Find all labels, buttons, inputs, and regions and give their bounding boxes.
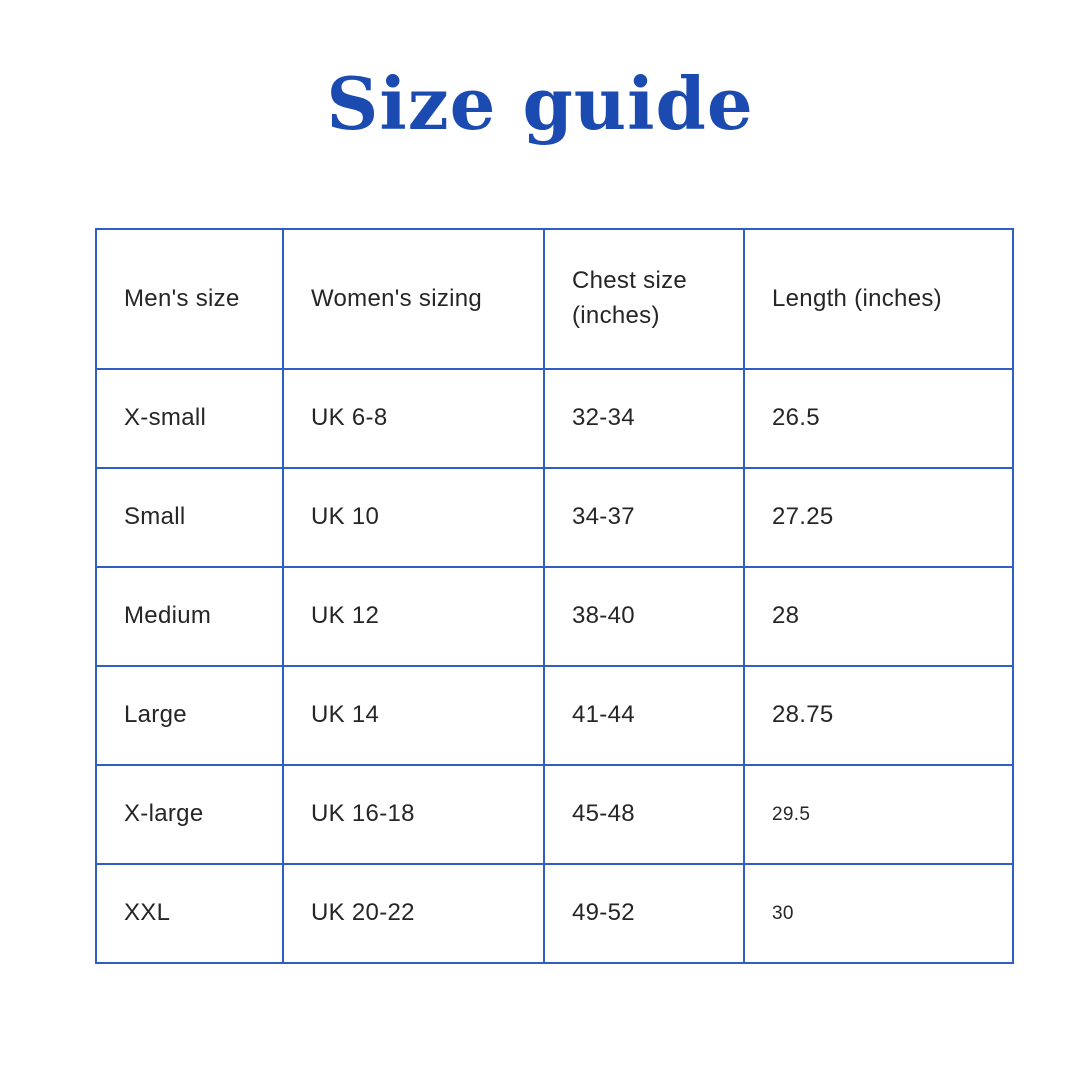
cell-mens-size: X-small [96,369,283,468]
table-row-xxl [96,864,1013,963]
cell-womens-sizing: UK 10 [283,468,544,567]
cell-length: 30 [744,864,1013,963]
header-mens-size: Men's size [96,229,283,369]
cell-mens-size: Large [96,666,283,765]
cell-mens-size: X-large [96,765,283,864]
cell-womens-sizing: UK 20-22 [283,864,544,963]
cell-womens-sizing: UK 14 [283,666,544,765]
cell-length: 26.5 [744,369,1013,468]
header-row [96,229,1013,369]
cell-length: 29.5 [744,765,1013,864]
cell-chest-size: 38-40 [544,567,744,666]
cell-mens-size: XXL [96,864,283,963]
header-chest-size: Chest size (inches) [544,229,744,369]
size-guide-table [95,228,1014,964]
cell-womens-sizing: UK 12 [283,567,544,666]
cell-chest-size: 32-34 [544,369,744,468]
page-title: Size guide [326,61,754,146]
cell-length: 27.25 [744,468,1013,567]
header-womens-sizing: Women's sizing [283,229,544,369]
cell-length: 28.75 [744,666,1013,765]
cell-mens-size: Medium [96,567,283,666]
table-row-xsmall [96,369,1013,468]
table-row-xlarge [96,765,1013,864]
cell-length: 28 [744,567,1013,666]
cell-chest-size: 45-48 [544,765,744,864]
cell-womens-sizing: UK 16-18 [283,765,544,864]
header-length: Length (inches) [744,229,1013,369]
table-row-small [96,468,1013,567]
cell-chest-size: 34-37 [544,468,744,567]
cell-chest-size: 49-52 [544,864,744,963]
table-row-large [96,666,1013,765]
cell-mens-size: Small [96,468,283,567]
cell-womens-sizing: UK 6-8 [283,369,544,468]
table-row-medium [96,567,1013,666]
cell-chest-size: 41-44 [544,666,744,765]
